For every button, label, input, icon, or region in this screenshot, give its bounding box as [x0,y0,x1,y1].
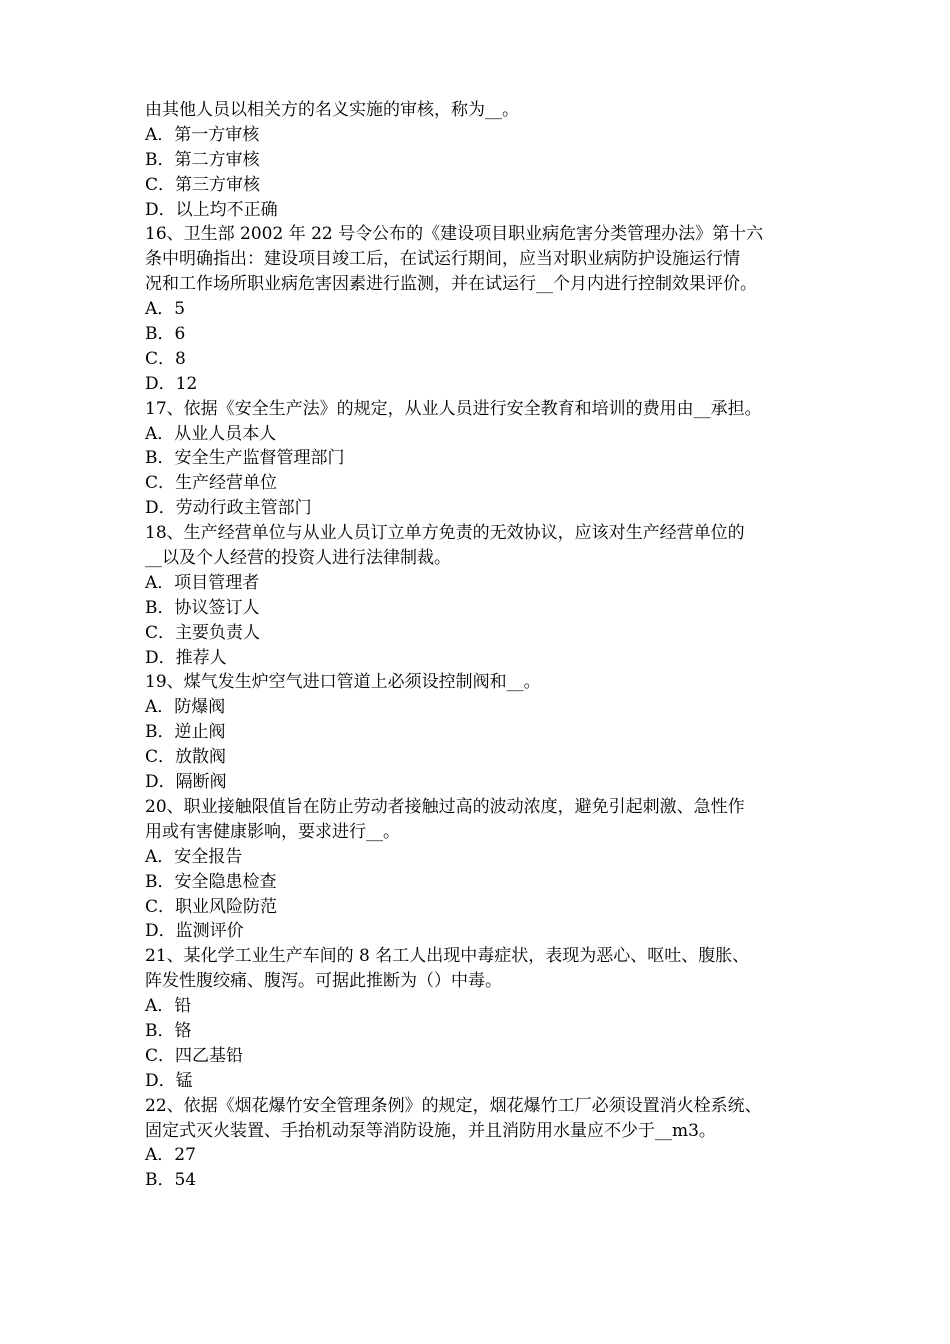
option-line: D．劳动行政主管部门 [145,498,312,519]
option-line: D．推荐人 [145,647,227,668]
option-line: B．安全隐患检查 [145,871,277,892]
option-line: C．放散阀 [145,747,227,768]
option-line: A．第一方审核 [145,124,260,145]
option-line: A．项目管理者 [145,572,260,593]
question-line: __以及个人经营的投资人进行法律制裁。 [145,548,451,569]
option-line: B．安全生产监督管理部门 [145,448,345,469]
option-line: C．主要负责人 [145,622,261,643]
option-line: A．安全报告 [145,846,243,867]
question-line: 条中明确指出：建设项目竣工后，在试运行期间，应当对职业病防护设施运行情 [145,249,740,270]
text-line: 由其他人员以相关方的名义实施的审核，称为__。 [145,100,519,120]
option-line: C．8 [145,348,186,369]
question-line: 21、某化学工业生产车间的 8 名工人出现中毒症状，表现为恶心、呕吐、腹胀、 [145,946,750,967]
option-line: A．铅 [145,996,192,1017]
option-line: A．27 [145,1145,196,1166]
question-line: 16、卫生部 2002 年 22 号令公布的《建设项目职业病危害分类管理办法》第十六 [145,224,764,245]
option-line: B．逆止阀 [145,722,226,743]
document-page [145,98,825,1193]
option-line: B．铬 [145,1020,192,1041]
option-line: D．12 [145,373,198,394]
option-line: A．防爆阀 [145,697,226,718]
question-line: 用或有害健康影响，要求进行__。 [145,821,400,842]
question-line: 20、职业接触限值旨在防止劳动者接触过高的波动浓度，避免引起刺激、急性作 [145,796,745,817]
option-line: A．从业人员本人 [145,423,277,444]
option-line: A．5 [145,299,186,320]
option-line: B．54 [145,1170,197,1191]
option-line: D．以上均不正确 [145,199,278,220]
option-line: D．锰 [145,1070,193,1091]
option-line: B．第二方审核 [145,149,260,170]
question-line: 18、生产经营单位与从业人员订立单方免责的无效协议，应该对生产经营单位的 [145,523,745,544]
option-line: D．隔断阀 [145,772,227,793]
option-line: C．职业风险防范 [145,896,278,917]
option-line: B．协议签订人 [145,597,260,618]
question-line: 17、依据《安全生产法》的规定，从业人员进行安全教育和培训的费用由__承担。 [145,398,762,419]
question-line: 19、煤气发生炉空气进口管道上必须设控制阀和__。 [145,672,541,693]
question-line: 22、依据《烟花爆竹安全管理条例》的规定，烟花爆竹工厂必须设置消火栓系统、 [145,1095,762,1116]
option-line: C．生产经营单位 [145,473,278,494]
option-line: B．6 [145,324,186,345]
option-line: C．第三方审核 [145,174,261,195]
question-line: 固定式灭火装置、手抬机动泵等消防设施，并且消防用水量应不少于__m3。 [145,1120,716,1141]
question-line: 阵发性腹绞痛、腹泻。可据此推断为（）中毒。 [145,971,502,992]
option-line: C．四乙基铅 [145,1045,244,1066]
option-line: D．监测评价 [145,921,244,942]
question-line: 况和工作场所职业病危害因素进行监测，并在试运行__个月内进行控制效果评价。 [145,274,757,295]
